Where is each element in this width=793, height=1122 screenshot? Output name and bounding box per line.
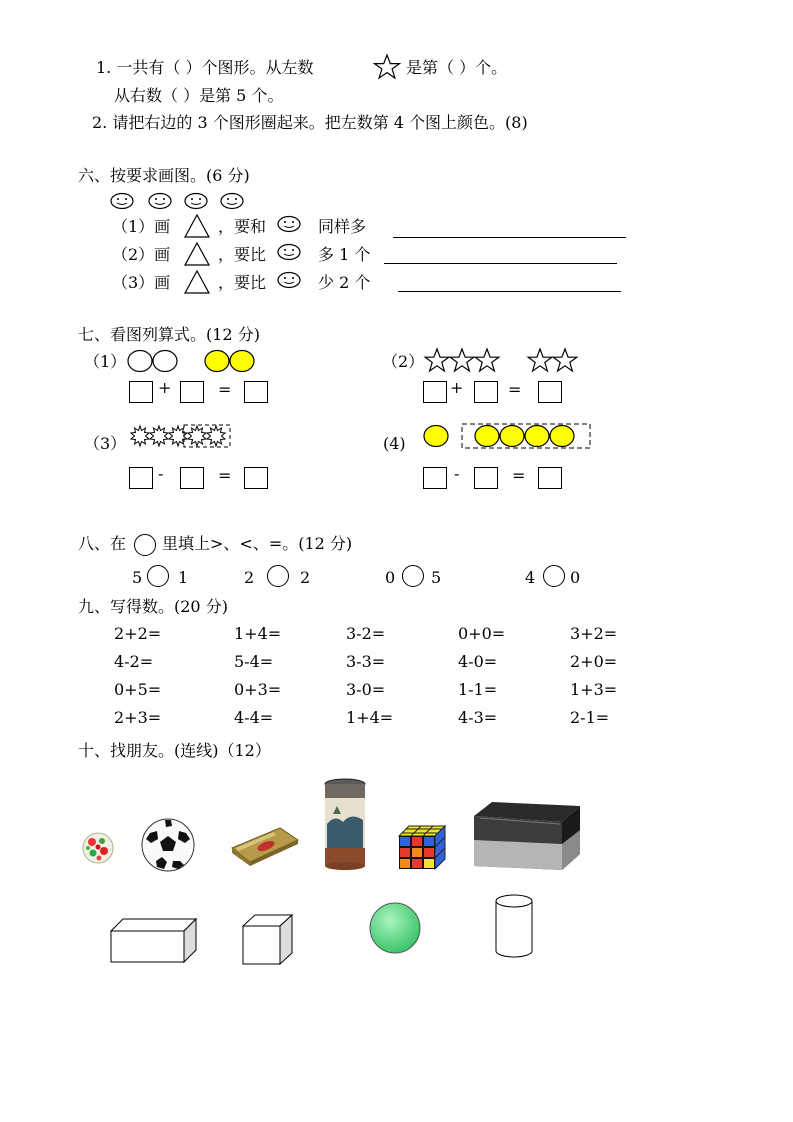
compare-2-right: 2 <box>300 568 311 587</box>
calc-item[interactable]: 3-0= <box>346 680 386 699</box>
triangle-icon <box>184 242 210 266</box>
calc-item[interactable]: 4-2= <box>114 652 154 671</box>
problem-4-label: (4) <box>383 434 406 453</box>
answer-box[interactable] <box>180 467 204 489</box>
soccer-ball-icon[interactable] <box>140 817 196 873</box>
sun-shape-icon <box>150 426 168 446</box>
calc-item[interactable]: 0+0= <box>458 624 506 643</box>
calc-item[interactable]: 1+4= <box>234 624 282 643</box>
calc-item[interactable]: 1+3= <box>570 680 618 699</box>
hollow-circle <box>153 351 177 372</box>
calc-item[interactable]: 3-3= <box>346 652 386 671</box>
answer-box[interactable] <box>244 381 268 403</box>
draw-item-2-tail: 多 1 个 <box>318 245 371 264</box>
minus-sign: - <box>158 464 164 483</box>
draw-item-1-num: （1）画 <box>112 217 171 236</box>
answer-box[interactable] <box>538 381 562 403</box>
equals-sign: = <box>218 466 232 485</box>
cuboid-shape-icon[interactable] <box>110 918 198 964</box>
answer-line-3[interactable] <box>398 291 621 292</box>
answer-box[interactable] <box>129 381 153 403</box>
smiley-icon <box>111 194 133 209</box>
compare-circle[interactable] <box>267 565 289 587</box>
small-ball-icon[interactable] <box>82 832 114 864</box>
q1-line1-b: 是第（ ）个。 <box>406 58 508 77</box>
section8-title-a: 八、在 <box>78 534 127 553</box>
problem-2-label: （2） <box>382 352 425 371</box>
circle-icon <box>134 534 156 556</box>
plus-sign: + <box>158 378 172 397</box>
answer-line-2[interactable] <box>384 263 617 264</box>
yellow-circle <box>205 351 229 372</box>
problem-2-figure <box>424 348 584 374</box>
matchbox-icon[interactable] <box>228 826 300 866</box>
smiley-icon <box>276 271 302 289</box>
compare-1-left: 5 <box>132 568 143 587</box>
q1-line2: 从右数（ ）是第 5 个。 <box>114 86 284 105</box>
problem-3-figure <box>128 424 234 448</box>
triangle-icon <box>184 214 210 238</box>
calc-item[interactable]: 4-0= <box>458 652 498 671</box>
draw-item-3-tail: 少 2 个 <box>318 273 371 292</box>
section9-title: 九、写得数。(20 分) <box>78 597 228 616</box>
sun-shape-icon <box>207 426 225 446</box>
equals-sign: = <box>218 380 232 399</box>
answer-line-1[interactable] <box>393 237 626 238</box>
rubiks-cube-icon[interactable] <box>397 824 447 870</box>
cube-shape-icon[interactable] <box>242 914 294 966</box>
q1-line1-a: 1. 一共有（ ）个图形。从左数 <box>96 58 314 77</box>
q2-text: 2. 请把右边的 3 个图形圈起来。把左数第 4 个图上颜色。(8) <box>92 113 528 132</box>
equals-sign: = <box>508 380 522 399</box>
yellow-circle <box>550 426 574 447</box>
box-icon[interactable] <box>472 800 582 872</box>
star-icon <box>450 349 474 371</box>
yellow-circle <box>500 426 524 447</box>
smiley-icon <box>149 194 171 209</box>
smiley-icon <box>276 215 302 233</box>
smiley-icon <box>221 194 243 209</box>
triangle-icon <box>184 270 210 294</box>
problem-4-figure <box>422 422 594 450</box>
star-icon <box>425 349 449 371</box>
problem-1-label: （1） <box>84 352 127 371</box>
answer-box[interactable] <box>423 381 447 403</box>
yellow-circle <box>424 426 448 447</box>
cylinder-canister-icon[interactable] <box>323 778 367 872</box>
calc-item[interactable]: 2+0= <box>570 652 618 671</box>
problem-3-label: （3） <box>84 434 127 453</box>
equals-sign: = <box>512 466 526 485</box>
calc-item[interactable]: 4-4= <box>234 708 274 727</box>
cylinder-shape-icon[interactable] <box>494 893 534 959</box>
problem-1-figure <box>127 349 257 373</box>
draw-item-2-mid: ，要比 <box>218 245 267 264</box>
sun-shape-icon <box>131 426 149 446</box>
minus-sign: - <box>454 464 460 483</box>
answer-box[interactable] <box>474 467 498 489</box>
compare-3-left: 0 <box>385 568 396 587</box>
draw-item-1-tail: 同样多 <box>318 217 367 236</box>
calc-item[interactable]: 3+2= <box>570 624 618 643</box>
compare-3-right: 5 <box>431 568 442 587</box>
answer-box[interactable] <box>474 381 498 403</box>
compare-4-right: 0 <box>570 568 581 587</box>
yellow-circle <box>525 426 549 447</box>
draw-item-3-num: （3）画 <box>112 273 171 292</box>
smiley-icon <box>185 194 207 209</box>
section10-title: 十、找朋友。(连线)（12） <box>78 741 271 760</box>
smiley-icon <box>276 243 302 261</box>
calc-item[interactable]: 1-1= <box>458 680 498 699</box>
draw-item-3-mid: ，要比 <box>218 273 267 292</box>
compare-2-left: 2 <box>244 568 255 587</box>
calc-item[interactable]: 0+3= <box>234 680 282 699</box>
sun-shape-icon <box>188 426 206 446</box>
calc-item[interactable]: 4-3= <box>458 708 498 727</box>
compare-circle[interactable] <box>147 565 169 587</box>
calc-item[interactable]: 5-4= <box>234 652 274 671</box>
smiley-row <box>110 192 250 210</box>
star-icon <box>553 349 577 371</box>
draw-item-1-mid: ，要和 <box>218 217 267 236</box>
calc-item[interactable]: 1+4= <box>346 708 394 727</box>
compare-1-right: 1 <box>178 568 189 587</box>
yellow-circle <box>475 426 499 447</box>
compare-circle[interactable] <box>543 565 565 587</box>
section7-title: 七、看图列算式。(12 分) <box>78 325 260 344</box>
answer-box[interactable] <box>129 467 153 489</box>
yellow-circle <box>230 351 254 372</box>
calc-item[interactable]: 2+3= <box>114 708 162 727</box>
answer-box[interactable] <box>538 467 562 489</box>
sun-shape-icon <box>169 426 187 446</box>
star-icon <box>528 349 552 371</box>
calc-item[interactable]: 2-1= <box>570 708 610 727</box>
plus-sign: + <box>450 378 464 397</box>
answer-box[interactable] <box>180 381 204 403</box>
answer-box[interactable] <box>423 467 447 489</box>
section8-title-b: 里填上>、<、=。(12 分) <box>162 534 353 553</box>
star-icon <box>475 349 499 371</box>
compare-4-left: 4 <box>525 568 536 587</box>
calc-item[interactable]: 2+2= <box>114 624 162 643</box>
hollow-circle <box>128 351 152 372</box>
star-icon <box>373 54 401 80</box>
sphere-shape-icon[interactable] <box>368 901 422 955</box>
draw-item-2-num: （2）画 <box>112 245 171 264</box>
answer-box[interactable] <box>244 467 268 489</box>
compare-circle[interactable] <box>402 565 424 587</box>
section6-title: 六、按要求画图。(6 分) <box>78 166 250 185</box>
calc-item[interactable]: 3-2= <box>346 624 386 643</box>
calc-item[interactable]: 0+5= <box>114 680 162 699</box>
